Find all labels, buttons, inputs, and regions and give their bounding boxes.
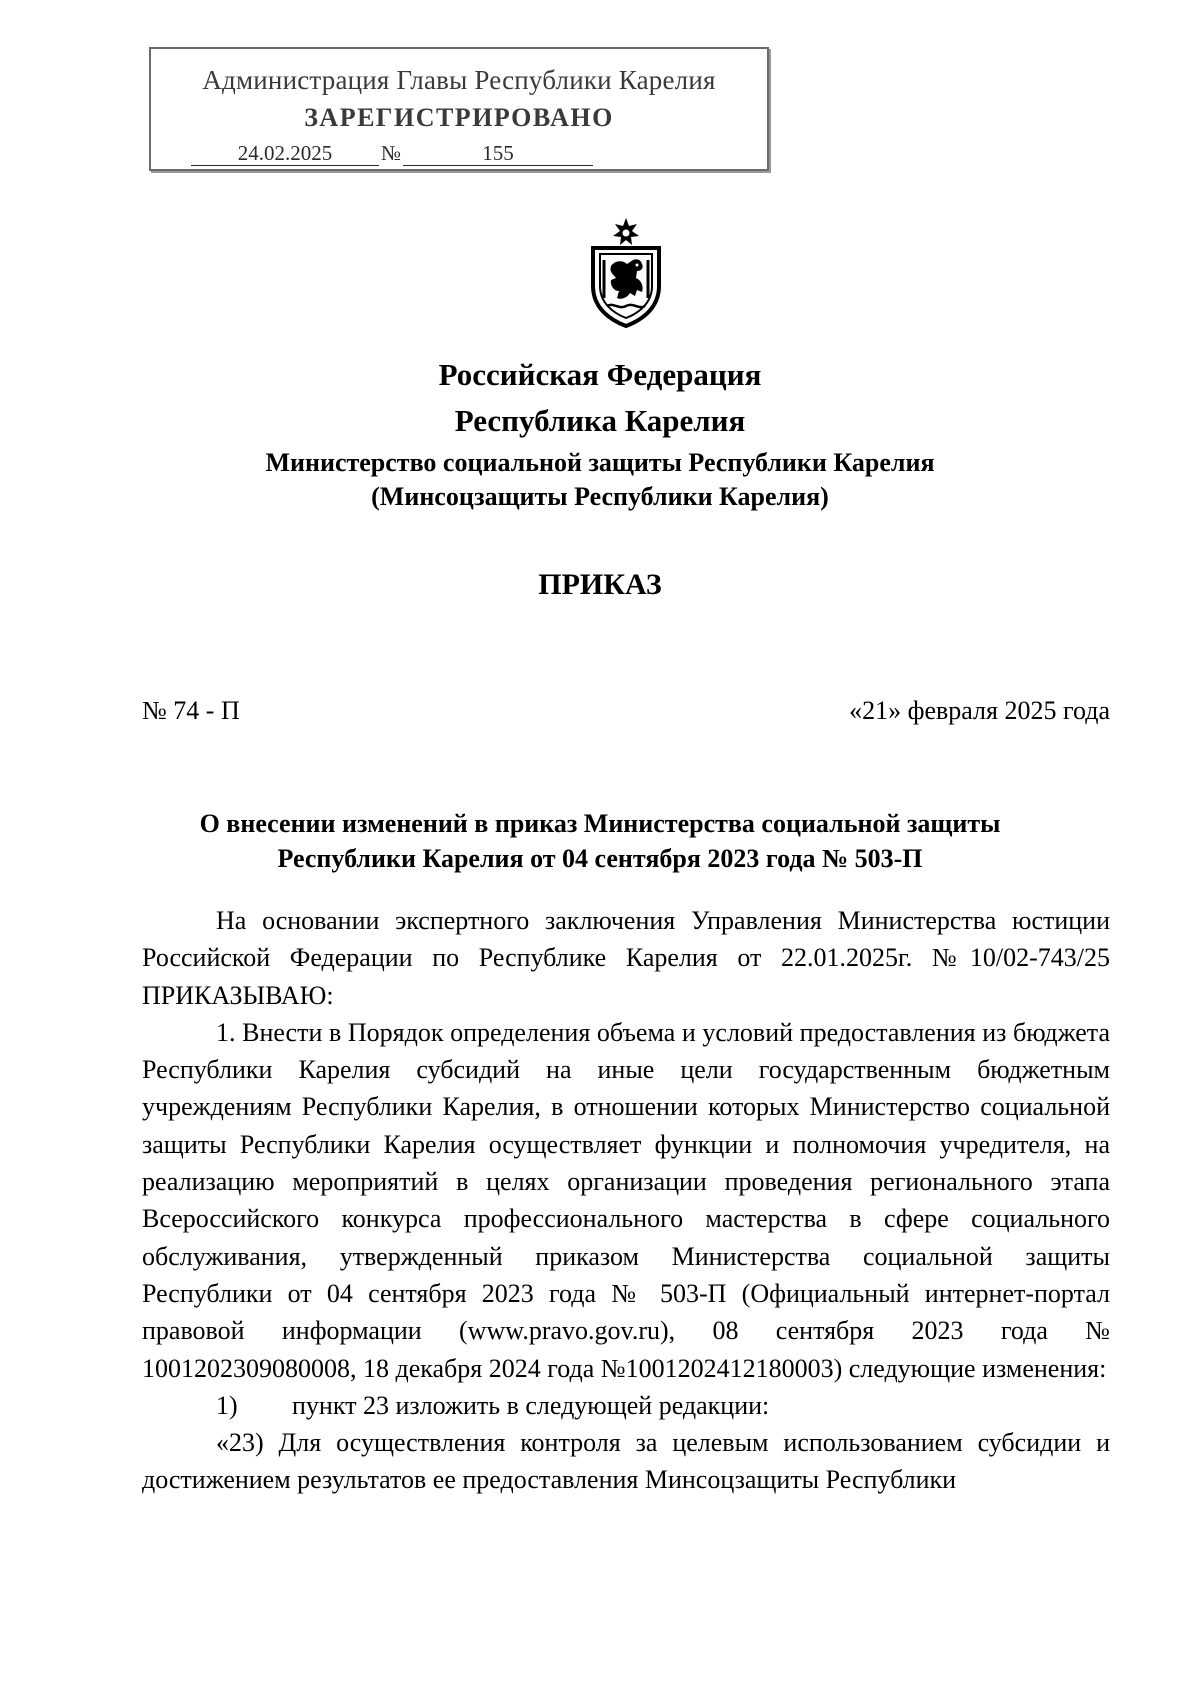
document-header	[0, 352, 1200, 514]
stamp-organization: Администрация Главы Республики Карелия	[202, 65, 716, 95]
registration-stamp	[149, 47, 769, 171]
subject-line-2: Республики Карелия от 04 сентября 2023 года № 503-П	[277, 844, 923, 873]
list-item-index: 1)	[216, 1390, 238, 1420]
stamp-status: ЗАРЕГИСТРИРОВАНО	[304, 103, 614, 132]
order-number: № 74 - П	[142, 696, 240, 725]
stamp-number-sign: №	[381, 141, 402, 165]
stamp-registration-line	[191, 141, 593, 166]
document-body	[142, 902, 1110, 1499]
subject-line-1: О внесении изменений в приказ Министерства социальной защиты	[199, 809, 1001, 838]
coat-of-arms-icon	[587, 216, 665, 328]
header-region: Республика Карелия	[454, 403, 746, 438]
document-type: ПРИКАЗ	[538, 568, 662, 601]
body-paragraph-1: На основании экспертного заключения Управления Министерства юстиции Российской Федерации по Республике Карелия от 22.01.2025г. №10/02-743/25 ПРИКАЗЫВАЮ:	[142, 906, 1110, 1010]
order-subject	[0, 806, 1200, 876]
list-item-text: пункт 23 изложить в следующей редакции:	[292, 1390, 770, 1420]
header-ministry-short: (Минсоцзащиты Республики Карелия)	[371, 482, 829, 511]
order-date: «21» февраля 2025 года	[849, 696, 1110, 725]
stamp-number: 155	[403, 141, 593, 166]
header-country: Российская Федерация	[438, 357, 762, 392]
stamp-date: 24.02.2025	[191, 141, 379, 166]
body-paragraph-3: «23) Для осуществления контроля за целевым использованием субсидии и достижением результатов ее предоставления Минсоцзащиты Республики	[142, 1428, 1110, 1495]
header-ministry: Министерство социальной защиты Республики Карелия	[265, 448, 935, 477]
body-paragraph-2: 1. Внести в Порядок определения объема и условий предоставления из бюджета Республики Карелия субсидий на иные цели государственным бюджетным учреждениям Республики Карелия, в отношении которых Министерство социальной защиты Республики Карелия осуществляет функции и полномочия учредителя, на реализацию мероприятий в целях организации проведения регионального этапа Всероссийского конкурса профессионального мастерства в сфере социального обслуживания, утвержденный приказом Министерства социальной защиты Республики от 04 сентября 2023 года № 503-П (Официальный интернет-портал правовой информации (www.pravo.gov.ru), 08 сентября 2023 года № 1001202309080008, 18 декабря 2024 года №1001202412180003) следующие изменения:	[142, 1017, 1110, 1383]
body-list-item-1	[142, 1387, 1110, 1424]
